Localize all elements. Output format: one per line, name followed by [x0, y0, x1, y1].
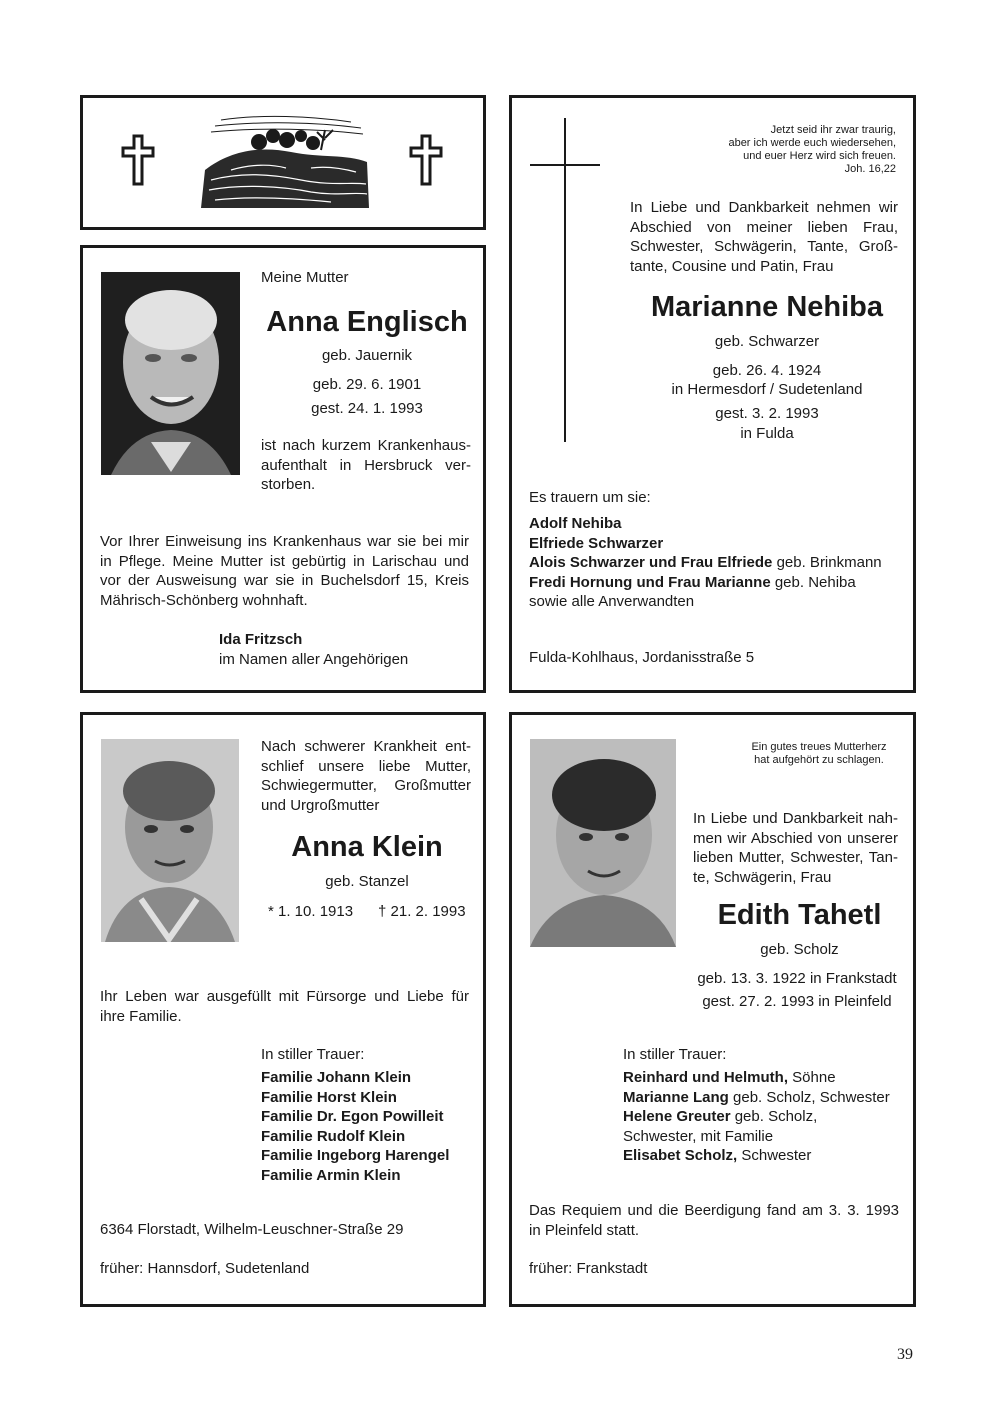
- obituary-edith-tahetl: [509, 712, 916, 1307]
- former-residence: früher: Frankstadt: [529, 1260, 648, 1277]
- page-number: 39: [897, 1346, 913, 1363]
- families-list: [261, 1068, 449, 1185]
- landscape-woodcut-image: [201, 110, 369, 208]
- intro-text: Nach schwerer Krankheit ent-schlief unsere liebe Mutter, Schwiegermutter, Großmutter und Urgroßmutter: [261, 738, 471, 814]
- family-line: Familie Horst Klein: [261, 1088, 397, 1106]
- portrait-photo-klein: [101, 739, 239, 942]
- deceased-name: Anna Klein: [291, 831, 443, 863]
- cross-right-icon: [409, 134, 443, 186]
- birth-date: geb. 26. 4. 1924: [712, 362, 822, 379]
- signer-name: Ida Fritzsch: [219, 631, 303, 648]
- mourner-line: Elfriede Schwarzer: [529, 534, 664, 552]
- intro-text: In Liebe und Dankbarkeit nah-men wir Abschied von unserer lieben Mutter, Schwester, Tan-te, Schwägerin, Frau: [693, 810, 898, 886]
- family-line: Familie Ingeborg Harengel: [261, 1147, 450, 1164]
- address: 6364 Florstadt, Wilhelm-Leuschner-Straße 29: [100, 1221, 404, 1238]
- mourner-line: sowie alle Anverwandten: [529, 593, 695, 610]
- death-notice: ist nach kurzem Krankenhaus-aufenthalt in Hersbruck ver-storben.: [261, 437, 471, 493]
- verse: Ein gutes treues Mutterherz hat aufgehört zu schlagen.: [751, 741, 887, 766]
- family-line: Familie Rudolf Klein: [261, 1127, 406, 1145]
- family-line: Familie Armin Klein: [261, 1166, 401, 1184]
- mourner-line: Reinhard und Helmuth, Söhne: [623, 1069, 836, 1086]
- mourners-heading: Es trauern um sie:: [529, 489, 651, 506]
- mourner-line: Alois Schwarzer und Frau Elfriede geb. Brinkmann: [529, 554, 882, 571]
- portrait-photo-englisch: [101, 272, 240, 475]
- death-place: in Fulda: [740, 425, 794, 442]
- birth-date: * 1. 10. 1913: [268, 903, 354, 920]
- birth-name: geb. Jauernik: [321, 347, 413, 364]
- intro-text: Meine Mutter: [261, 269, 349, 286]
- death-date: gest. 27. 2. 1993 in Pleinfeld: [702, 993, 892, 1010]
- mourner-line: Marianne Lang geb. Scholz, Schwester: [623, 1088, 890, 1106]
- birth-name: geb. Stanzel: [325, 873, 409, 890]
- mourners-heading: In stiller Trauer:: [261, 1046, 365, 1063]
- requiem-note: Das Requiem und die Beerdigung fand am 3. 3. 1993 in Pleinfeld statt.: [529, 1202, 899, 1239]
- deceased-name: Marianne Nehiba: [650, 291, 884, 323]
- biography-paragraph: Vor Ihrer Einweisung ins Krankenhaus war sie bei mir in Pflege. Meine Mutter ist gebürtig in Larischau und vor der Ausweisung war sie in Buchelsdorf 15, Kreis Mährisch-Schönberg wohnhaft.: [100, 533, 469, 609]
- obituary-marianne-nehiba: [509, 95, 916, 693]
- mourner-line: Fredi Hornung und Frau Marianne geb. Nehiba: [529, 573, 856, 591]
- birth-name: geb. Schwarzer: [714, 333, 820, 350]
- deceased-name: Edith Tahetl: [717, 899, 882, 931]
- deceased-name: Anna Englisch: [266, 306, 468, 338]
- address: Fulda-Kohlhaus, Jordanisstraße 5: [529, 649, 755, 666]
- obituary-anna-klein: [80, 712, 486, 1307]
- death-date: † 21. 2. 1993: [378, 903, 466, 920]
- mourners-heading: In stiller Trauer:: [623, 1046, 727, 1063]
- mourner-line: Helene Greuter geb. Scholz,: [623, 1108, 818, 1125]
- mourners-list: [623, 1068, 913, 1166]
- portrait-photo-tahetl: [530, 739, 676, 947]
- life-paragraph: Ihr Leben war ausgefüllt mit Fürsorge und Liebe für ihre Familie.: [100, 988, 469, 1025]
- birth-date: geb. 13. 3. 1922 in Frankstadt: [697, 970, 897, 987]
- former-residence: früher: Hannsdorf, Sudetenland: [100, 1260, 310, 1277]
- mourner-line: Schwester, mit Familie: [623, 1127, 774, 1145]
- bible-verse: Jetzt seid ihr zwar traurig, aber ich werde euch wiedersehen, und euer Herz wird sich freuen. Joh. 16,22: [728, 124, 896, 175]
- birth-name: geb. Scholz: [760, 941, 839, 958]
- family-line: Familie Johann Klein: [261, 1069, 412, 1086]
- birth-place: in Hermesdorf / Sudetenland: [671, 381, 863, 398]
- family-line: Familie Dr. Egon Powilleit: [261, 1108, 444, 1125]
- mourner-line: Elisabet Scholz, Schwester: [623, 1147, 812, 1164]
- mourners-list: [529, 514, 909, 612]
- birth-date: geb. 29. 6. 1901: [312, 376, 422, 393]
- signer-note: im Namen aller Angehörigen: [219, 651, 409, 668]
- cross-left-icon: [121, 134, 155, 186]
- tall-cross-icon: [528, 118, 600, 444]
- death-date: gest. 3. 2. 1993: [715, 405, 819, 422]
- intro-text: In Liebe und Dankbarkeit nehmen wir Abschied von meiner lieben Frau, Schwester, Schwägerin, Tante, Groß-tante, Cousine und Patin, Frau: [630, 199, 898, 275]
- header-banner: [80, 95, 486, 230]
- obituary-anna-englisch: [80, 245, 486, 693]
- mourner-line: Adolf Nehiba: [529, 515, 622, 532]
- death-date: gest. 24. 1. 1993: [311, 400, 423, 417]
